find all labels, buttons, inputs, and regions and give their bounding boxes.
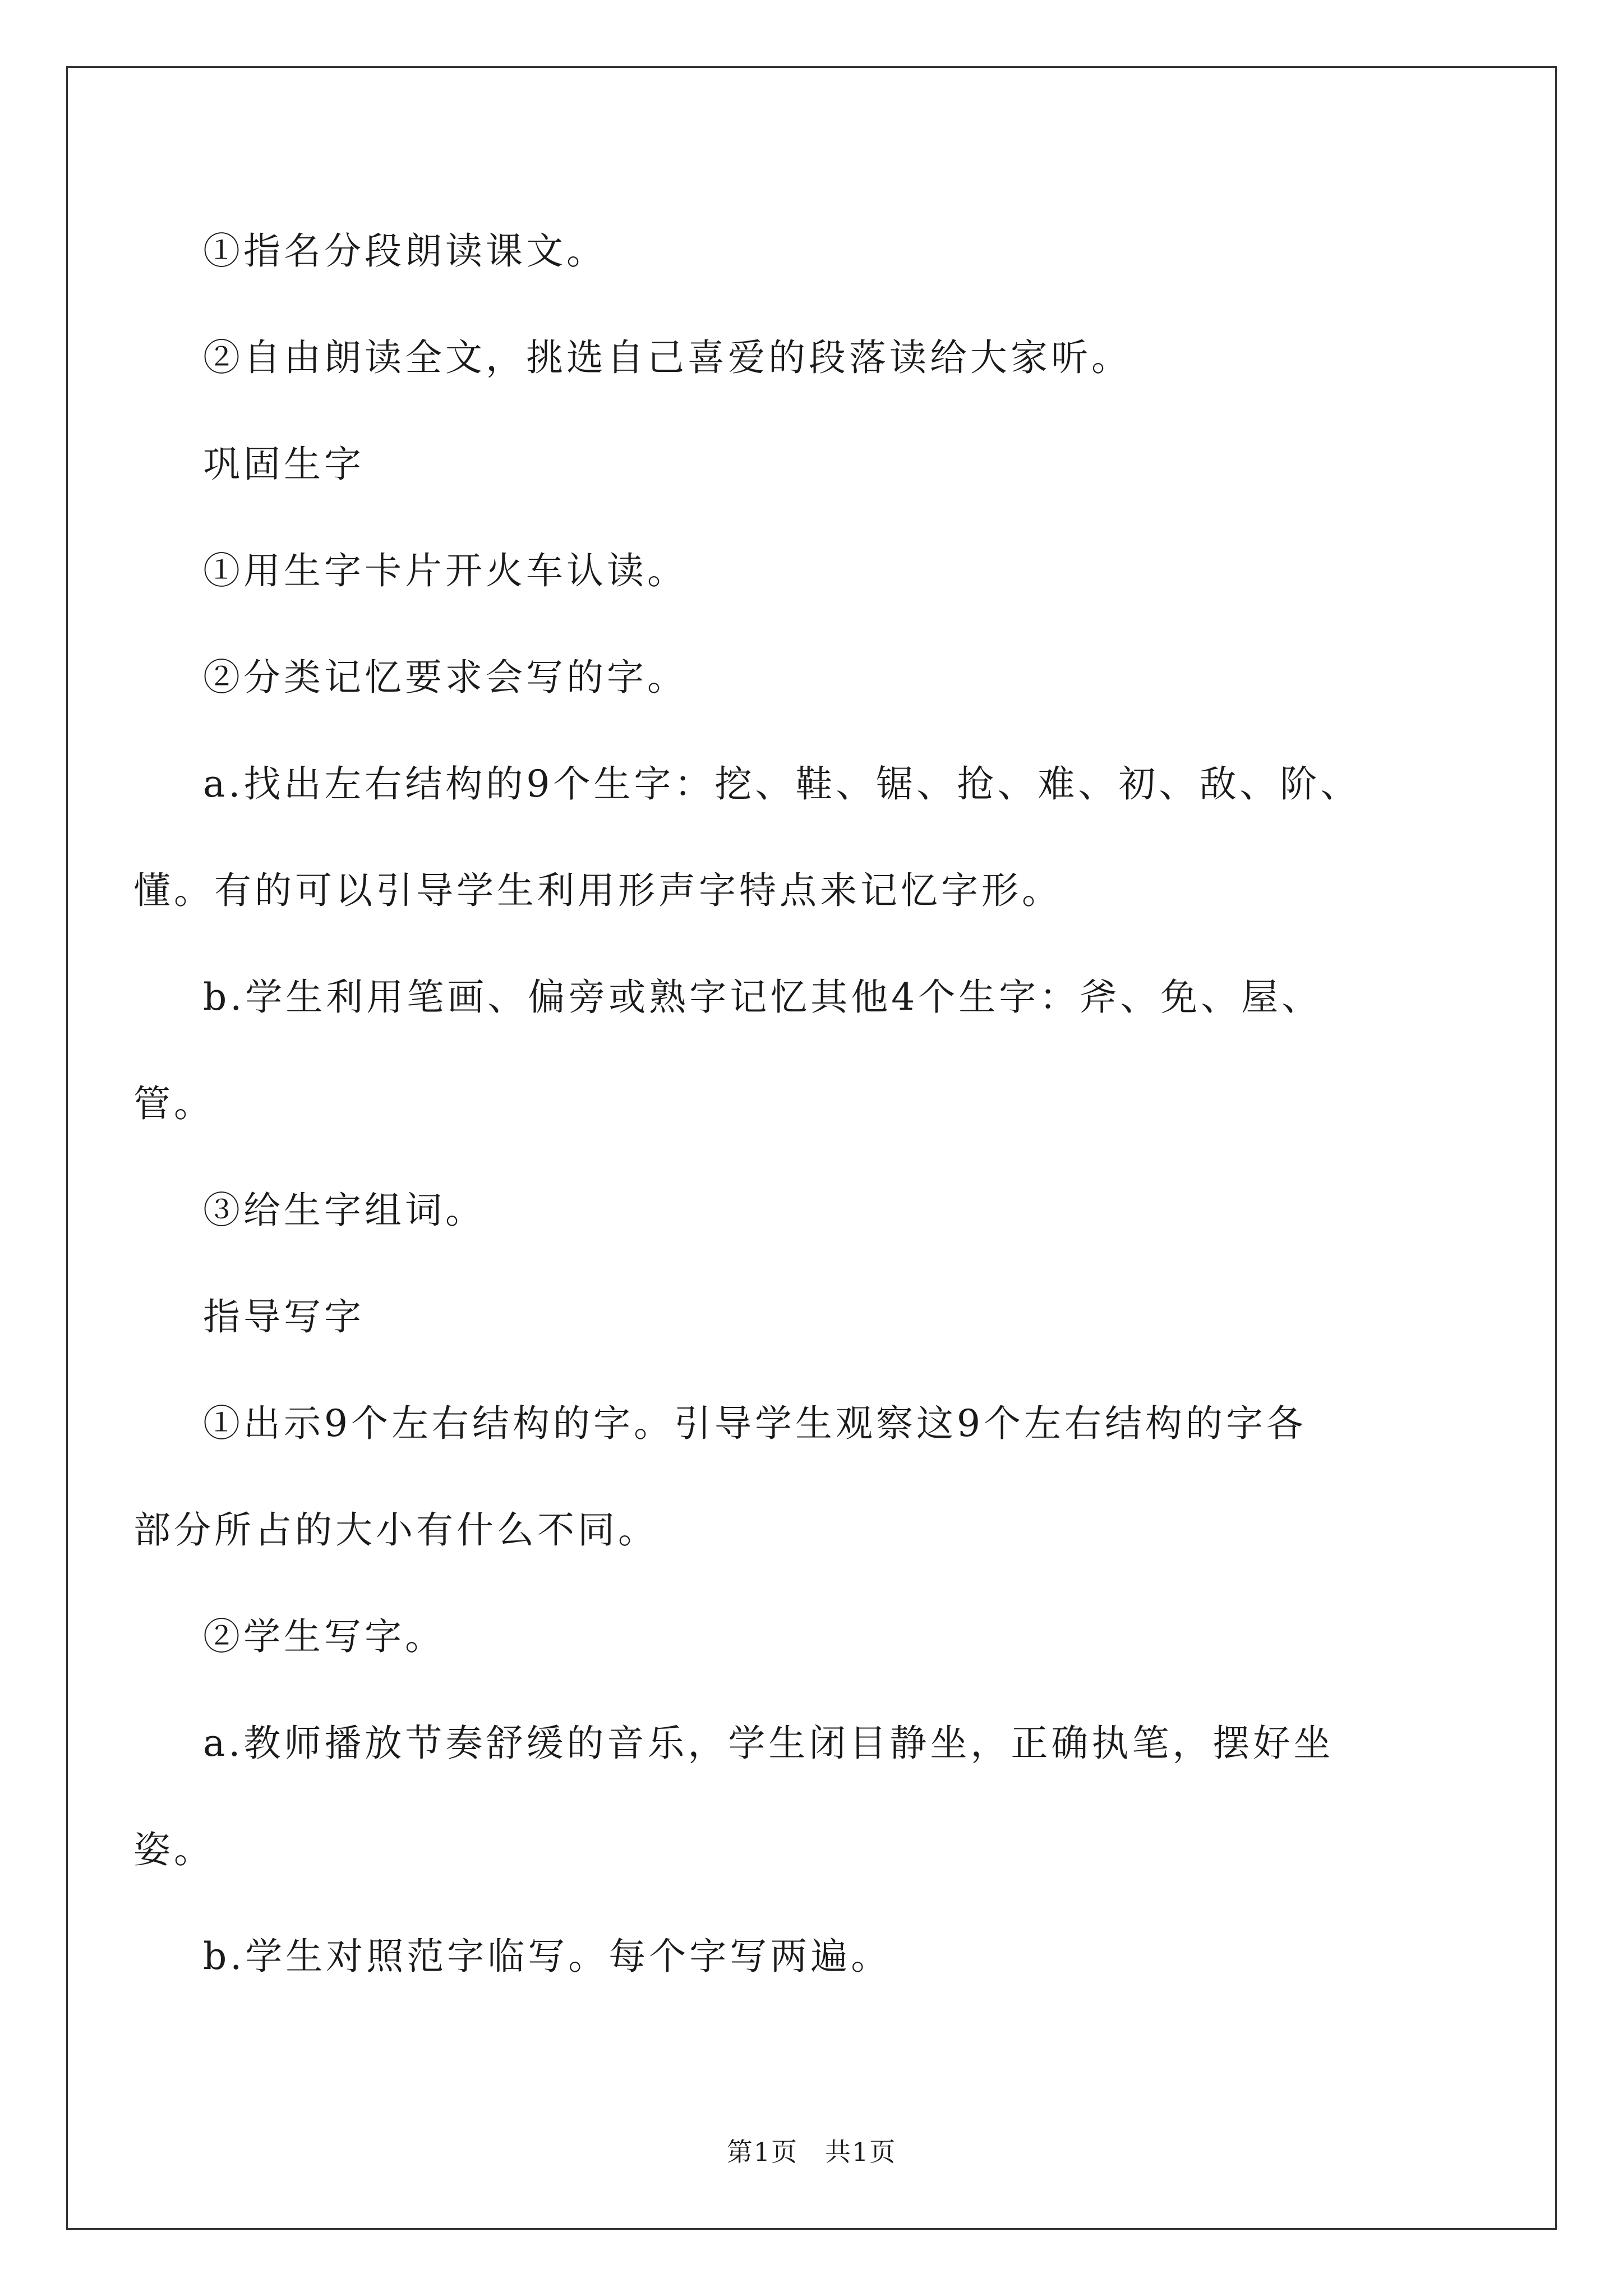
paragraph-line: 姿。: [133, 1828, 214, 1871]
paragraph-line: 管。: [133, 1082, 214, 1125]
page-border: [66, 66, 1557, 2230]
paragraph-line: ②分类记忆要求会写的字。: [203, 656, 688, 699]
paragraph-line: ②学生写字。: [203, 1615, 445, 1658]
paragraph-line: a.找出左右结构的9个生字：挖、鞋、锯、抢、难、初、敌、阶、: [203, 762, 1361, 806]
paragraph-line: b.学生对照范字临写。每个字写两遍。: [203, 1935, 892, 1978]
page-footer: 第1页 共1页: [726, 2137, 897, 2167]
paragraph-line: 部分所占的大小有什么不同。: [133, 1508, 658, 1552]
paragraph-line: a.教师播放节奏舒缓的音乐，学生闭目静坐，正确执笔，摆好坐: [203, 1722, 1334, 1765]
paragraph-line: 懂。有的可以引导学生利用形声字特点来记忆字形。: [133, 869, 1062, 912]
paragraph-line: ③给生字组词。: [203, 1189, 486, 1232]
paragraph-line: ①出示9个左右结构的字。引导学生观察这9个左右结构的字各: [203, 1402, 1307, 1445]
paragraph-line: ①用生字卡片开火车认读。: [203, 549, 688, 592]
section-heading: 指导写字: [203, 1295, 365, 1338]
paragraph-line: b.学生利用笔画、偏旁或熟字记忆其他4个生字：斧、免、屋、: [203, 976, 1322, 1019]
section-heading: 巩固生字: [203, 443, 365, 486]
paragraph-line: ①指名分段朗读课文。: [203, 229, 607, 273]
paragraph-line: ②自由朗读全文，挑选自己喜爱的段落读给大家听。: [203, 336, 1132, 379]
